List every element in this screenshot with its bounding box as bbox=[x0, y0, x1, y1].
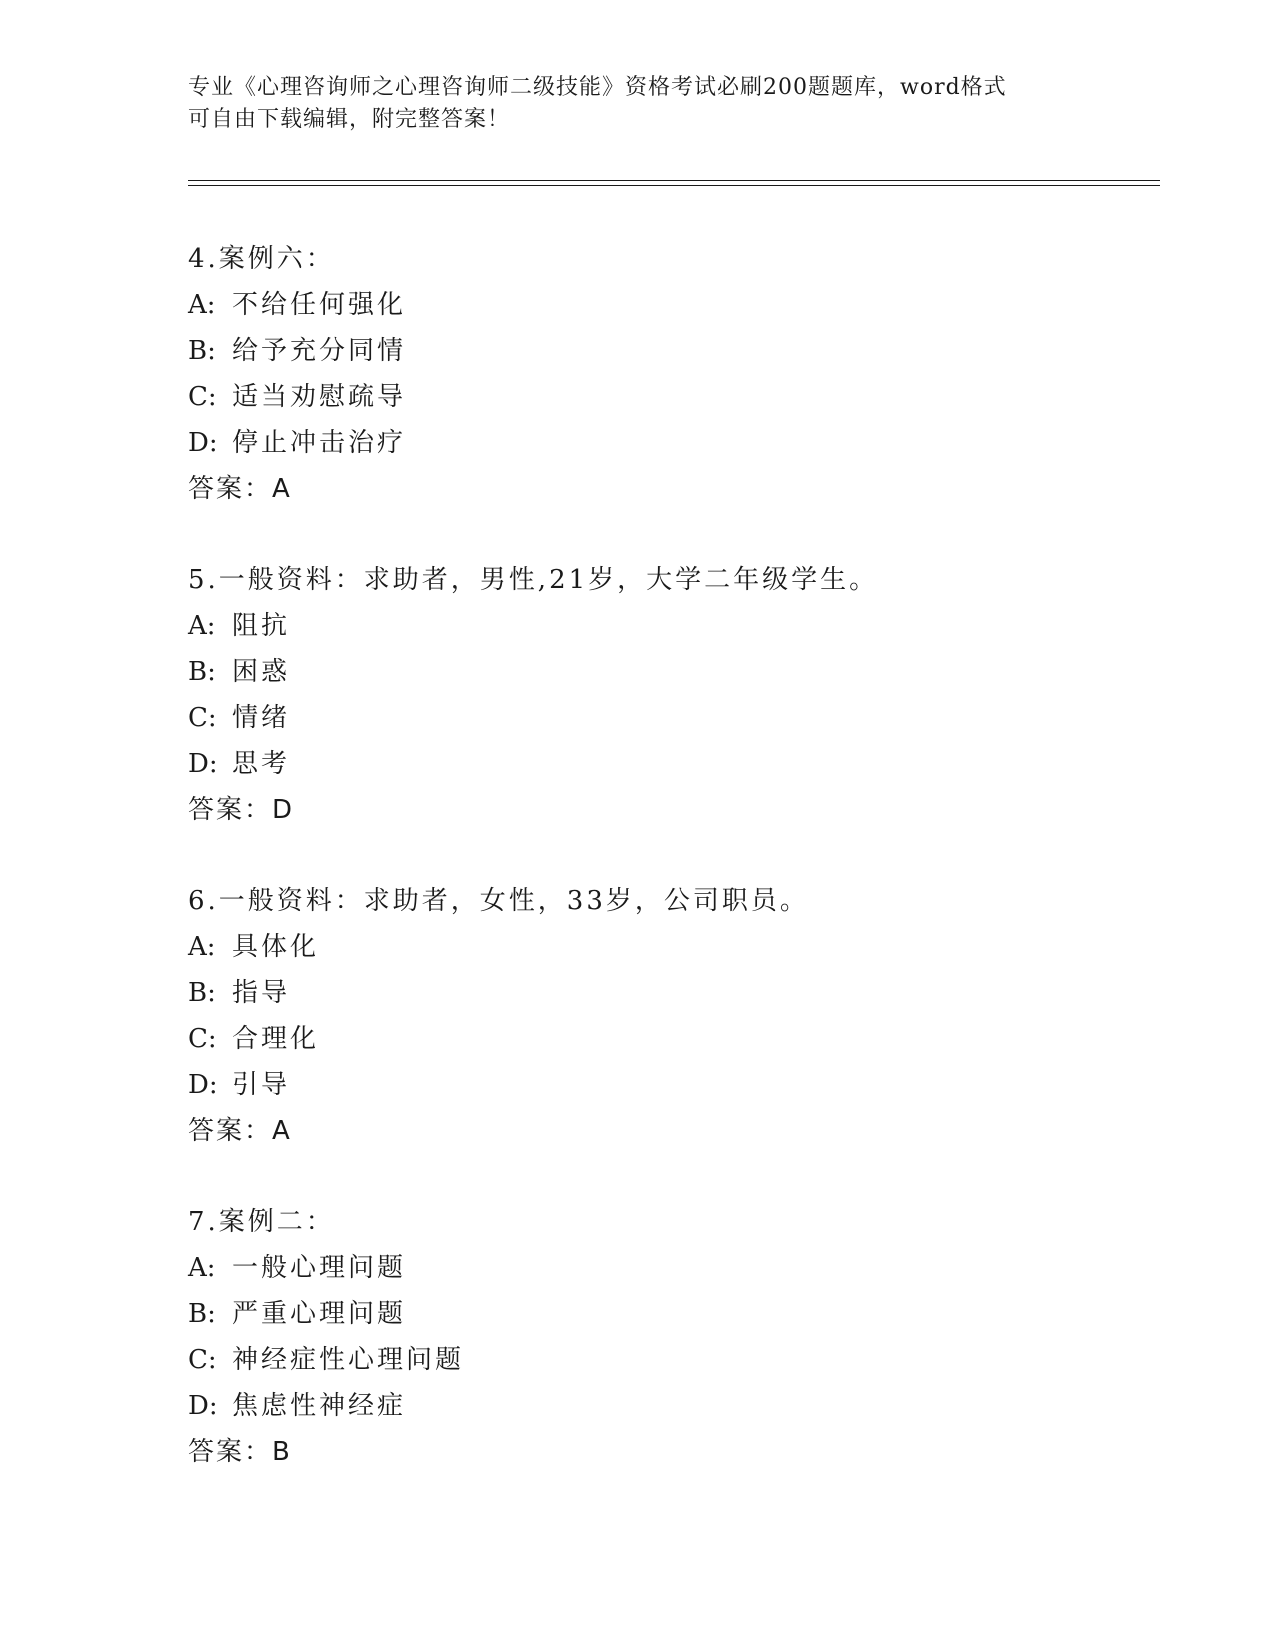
option-key: B: bbox=[188, 336, 216, 366]
option-a bbox=[188, 282, 1168, 328]
answer-line: 答案：A bbox=[188, 1116, 292, 1146]
option-key: C: bbox=[188, 382, 217, 412]
option-text: 神经症性心理问题 bbox=[232, 1345, 465, 1375]
option-b bbox=[188, 649, 1168, 695]
option-c bbox=[188, 695, 1168, 741]
option-key: D: bbox=[188, 749, 218, 779]
option-text: 具体化 bbox=[232, 932, 320, 962]
option-b bbox=[188, 970, 1168, 1016]
question-stem: 6.一般资料：求助者，女性，33岁，公司职员。 bbox=[188, 886, 809, 916]
option-c bbox=[188, 1016, 1168, 1062]
option-text: 给予充分同情 bbox=[232, 336, 407, 366]
option-b bbox=[188, 328, 1168, 374]
option-text: 停止冲击治疗 bbox=[232, 428, 407, 458]
option-key: B: bbox=[188, 657, 216, 687]
option-d bbox=[188, 1062, 1168, 1108]
question-stem: 5.一般资料：求助者，男性,21岁，大学二年级学生。 bbox=[188, 565, 879, 595]
option-d bbox=[188, 741, 1168, 787]
option-a bbox=[188, 924, 1168, 970]
option-key: A: bbox=[188, 1253, 216, 1283]
answer-line: 答案：B bbox=[188, 1437, 292, 1467]
option-key: A: bbox=[188, 932, 216, 962]
answer-line: 答案：A bbox=[188, 474, 292, 504]
option-a bbox=[188, 603, 1168, 649]
question-item bbox=[188, 878, 1168, 1154]
question-stem: 7.案例二： bbox=[188, 1207, 335, 1237]
option-text: 合理化 bbox=[232, 1024, 320, 1054]
option-key: C: bbox=[188, 703, 217, 733]
answer-line: 答案：D bbox=[188, 795, 295, 825]
option-text: 适当劝慰疏导 bbox=[232, 382, 407, 412]
option-text: 不给任何强化 bbox=[232, 290, 407, 320]
option-key: C: bbox=[188, 1345, 217, 1375]
option-key: A: bbox=[188, 611, 216, 641]
option-d bbox=[188, 1383, 1168, 1429]
option-text: 一般心理问题 bbox=[232, 1253, 407, 1283]
option-text: 思考 bbox=[232, 749, 291, 779]
option-key: B: bbox=[188, 1299, 216, 1329]
option-text: 情绪 bbox=[232, 703, 291, 733]
question-item bbox=[188, 1199, 1168, 1475]
option-b bbox=[188, 1291, 1168, 1337]
option-c bbox=[188, 1337, 1168, 1383]
header-divider-top bbox=[188, 180, 1160, 181]
option-key: B: bbox=[188, 978, 216, 1008]
option-key: A: bbox=[188, 290, 216, 320]
question-item bbox=[188, 236, 1168, 512]
document-header bbox=[188, 72, 1068, 136]
option-text: 焦虑性神经症 bbox=[232, 1391, 407, 1421]
option-c bbox=[188, 374, 1168, 420]
header-title-line-1: 专业《心理咨询师之心理咨询师二级技能》资格考试必刷200题题库，word格式 bbox=[188, 75, 1007, 100]
option-key: D: bbox=[188, 1070, 218, 1100]
question-stem: 4.案例六： bbox=[188, 244, 335, 274]
option-a bbox=[188, 1245, 1168, 1291]
option-text: 指导 bbox=[232, 978, 291, 1008]
option-key: C: bbox=[188, 1024, 217, 1054]
question-list bbox=[188, 236, 1168, 1520]
option-text: 阻抗 bbox=[232, 611, 291, 641]
header-divider-bottom bbox=[188, 185, 1160, 186]
option-key: D: bbox=[188, 1391, 218, 1421]
option-text: 困惑 bbox=[232, 657, 291, 687]
option-text: 引导 bbox=[232, 1070, 291, 1100]
header-title-line-2: 可自由下载编辑，附完整答案！ bbox=[188, 107, 511, 132]
question-item bbox=[188, 557, 1168, 833]
option-d bbox=[188, 420, 1168, 466]
option-text: 严重心理问题 bbox=[232, 1299, 407, 1329]
option-key: D: bbox=[188, 428, 218, 458]
